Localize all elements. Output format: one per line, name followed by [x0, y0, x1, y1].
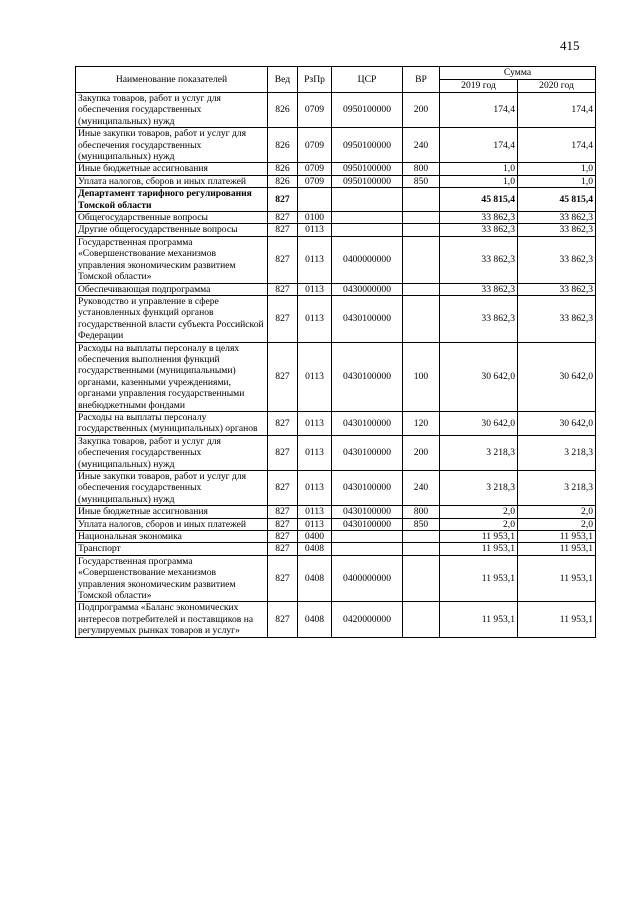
cell-ved: 827 [268, 471, 298, 506]
cell-rzpr: 0113 [298, 224, 332, 236]
cell-ved: 827 [268, 342, 298, 411]
cell-rzpr: 0408 [298, 602, 332, 637]
cell-vr: 200 [403, 435, 440, 470]
page-number: 415 [560, 38, 580, 53]
header-year-2020: 2020 год [518, 80, 596, 93]
cell-2019: 30 642,0 [440, 342, 518, 411]
cell-2020: 11 953,1 [518, 543, 596, 555]
cell-rzpr: 0408 [298, 543, 332, 555]
cell-csr: 0430100000 [332, 435, 403, 470]
cell-vr [403, 555, 440, 602]
cell-ved: 827 [268, 506, 298, 518]
cell-rzpr: 0400 [298, 531, 332, 543]
header-csr: ЦСР [332, 67, 403, 93]
cell-name: Другие общегосударственные вопросы [76, 224, 268, 236]
cell-rzpr: 0408 [298, 555, 332, 602]
cell-2019: 45 815,4 [440, 188, 518, 212]
cell-vr: 800 [403, 163, 440, 175]
cell-2020: 30 642,0 [518, 342, 596, 411]
cell-rzpr: 0709 [298, 175, 332, 187]
table-row [76, 543, 596, 555]
cell-vr: 120 [403, 411, 440, 435]
header-sum: Сумма [440, 67, 596, 80]
table-row [76, 188, 596, 212]
cell-csr: 0430100000 [332, 518, 403, 530]
cell-2020: 11 953,1 [518, 531, 596, 543]
cell-ved: 827 [268, 224, 298, 236]
cell-vr: 240 [403, 471, 440, 506]
cell-vr: 240 [403, 128, 440, 163]
cell-name: Уплата налогов, сборов и иных платежей [76, 518, 268, 530]
table-row [76, 435, 596, 470]
cell-rzpr: 0113 [298, 236, 332, 283]
cell-rzpr: 0100 [298, 212, 332, 224]
table-row [76, 283, 596, 295]
cell-name: Уплата налогов, сборов и иных платежей [76, 175, 268, 187]
cell-name: Подпрограмма «Баланс экономических интересов потребителей и поставщиков на регулируемых рынках товаров и услуг» [76, 602, 268, 637]
cell-vr [403, 188, 440, 212]
cell-ved: 827 [268, 283, 298, 295]
cell-ved: 827 [268, 602, 298, 637]
cell-csr: 0430100000 [332, 471, 403, 506]
cell-csr: 0430100000 [332, 295, 403, 342]
cell-2019: 3 218,3 [440, 435, 518, 470]
cell-vr: 200 [403, 93, 440, 128]
cell-vr [403, 212, 440, 224]
cell-csr: 0950100000 [332, 128, 403, 163]
header-name: Наименование показателей [76, 67, 268, 93]
cell-csr [332, 224, 403, 236]
cell-2020: 1,0 [518, 163, 596, 175]
cell-rzpr: 0113 [298, 471, 332, 506]
cell-name: Закупка товаров, работ и услуг для обеспечения государственных (муниципальных) нужд [76, 93, 268, 128]
cell-2020: 33 862,3 [518, 212, 596, 224]
cell-ved: 826 [268, 175, 298, 187]
cell-2020: 45 815,4 [518, 188, 596, 212]
table-row [76, 224, 596, 236]
cell-2019: 2,0 [440, 506, 518, 518]
header-row [76, 67, 596, 80]
cell-rzpr: 0113 [298, 506, 332, 518]
cell-name: Иные закупки товаров, работ и услуг для обеспечения государственных (муниципальных) нужд [76, 128, 268, 163]
cell-2020: 1,0 [518, 175, 596, 187]
cell-rzpr: 0709 [298, 93, 332, 128]
cell-vr [403, 224, 440, 236]
cell-name: Государственная программа «Совершенствование механизмов управления экономическим развитием Томской области» [76, 555, 268, 602]
cell-ved: 827 [268, 212, 298, 224]
cell-csr: 0430100000 [332, 411, 403, 435]
cell-vr: 800 [403, 506, 440, 518]
cell-vr [403, 531, 440, 543]
cell-csr [332, 212, 403, 224]
cell-vr [403, 295, 440, 342]
table-row [76, 212, 596, 224]
table-row [76, 531, 596, 543]
cell-2019: 3 218,3 [440, 471, 518, 506]
cell-2020: 33 862,3 [518, 295, 596, 342]
cell-rzpr: 0113 [298, 342, 332, 411]
cell-csr [332, 531, 403, 543]
cell-vr [403, 236, 440, 283]
cell-2019: 11 953,1 [440, 555, 518, 602]
cell-csr: 0430000000 [332, 283, 403, 295]
cell-ved: 827 [268, 188, 298, 212]
cell-rzpr: 0113 [298, 411, 332, 435]
cell-csr: 0950100000 [332, 163, 403, 175]
cell-name: Транспорт [76, 543, 268, 555]
header-year-2019: 2019 год [440, 80, 518, 93]
cell-2019: 2,0 [440, 518, 518, 530]
table-row [76, 518, 596, 530]
cell-2019: 11 953,1 [440, 531, 518, 543]
cell-2020: 2,0 [518, 506, 596, 518]
cell-2019: 11 953,1 [440, 543, 518, 555]
budget-table [75, 66, 596, 638]
cell-name: Иные бюджетные ассигнования [76, 506, 268, 518]
table-row [76, 175, 596, 187]
table-row [76, 555, 596, 602]
cell-vr [403, 602, 440, 637]
cell-name: Расходы на выплаты персоналу в целях обеспечения выполнения функций государственными (муниципальными) органами, казенными учреждениями, органами управления государственными внебюджетными фондами [76, 342, 268, 411]
cell-ved: 827 [268, 295, 298, 342]
cell-name: Закупка товаров, работ и услуг для обеспечения государственных (муниципальных) нужд [76, 435, 268, 470]
cell-2019: 33 862,3 [440, 295, 518, 342]
cell-rzpr: 0113 [298, 518, 332, 530]
cell-2019: 33 862,3 [440, 212, 518, 224]
cell-vr: 100 [403, 342, 440, 411]
table-row [76, 506, 596, 518]
table-row [76, 602, 596, 637]
header-ved: Вед [268, 67, 298, 93]
table-row [76, 236, 596, 283]
cell-2020: 11 953,1 [518, 555, 596, 602]
table-row [76, 163, 596, 175]
cell-2019: 11 953,1 [440, 602, 518, 637]
cell-csr: 0420000000 [332, 602, 403, 637]
cell-csr: 0430100000 [332, 342, 403, 411]
cell-ved: 827 [268, 543, 298, 555]
cell-name: Государственная программа «Совершенствование механизмов управления экономическим развитием Томской области» [76, 236, 268, 283]
cell-csr: 0950100000 [332, 175, 403, 187]
cell-ved: 826 [268, 93, 298, 128]
cell-ved: 827 [268, 236, 298, 283]
cell-vr [403, 543, 440, 555]
cell-csr: 0400000000 [332, 555, 403, 602]
cell-2019: 33 862,3 [440, 236, 518, 283]
cell-vr: 850 [403, 175, 440, 187]
cell-name: Обеспечивающая подпрограмма [76, 283, 268, 295]
cell-2020: 3 218,3 [518, 471, 596, 506]
cell-2020: 11 953,1 [518, 602, 596, 637]
cell-rzpr: 0709 [298, 163, 332, 175]
table-row [76, 342, 596, 411]
cell-2019: 174,4 [440, 128, 518, 163]
cell-ved: 827 [268, 518, 298, 530]
cell-csr [332, 543, 403, 555]
cell-2019: 1,0 [440, 163, 518, 175]
cell-csr: 0400000000 [332, 236, 403, 283]
cell-name: Общегосударственные вопросы [76, 212, 268, 224]
cell-ved: 826 [268, 163, 298, 175]
cell-ved: 827 [268, 411, 298, 435]
cell-2020: 33 862,3 [518, 224, 596, 236]
cell-ved: 826 [268, 128, 298, 163]
table-row [76, 295, 596, 342]
cell-rzpr: 0113 [298, 435, 332, 470]
cell-csr: 0430100000 [332, 506, 403, 518]
cell-name: Расходы на выплаты персоналу государственных (муниципальных) органов [76, 411, 268, 435]
cell-csr: 0950100000 [332, 93, 403, 128]
cell-2019: 33 862,3 [440, 224, 518, 236]
cell-2019: 33 862,3 [440, 283, 518, 295]
cell-2020: 33 862,3 [518, 283, 596, 295]
cell-2020: 33 862,3 [518, 236, 596, 283]
cell-rzpr: 0113 [298, 283, 332, 295]
cell-rzpr: 0709 [298, 128, 332, 163]
cell-2020: 30 642,0 [518, 411, 596, 435]
cell-ved: 827 [268, 531, 298, 543]
cell-rzpr [298, 188, 332, 212]
cell-name: Национальная экономика [76, 531, 268, 543]
cell-vr [403, 283, 440, 295]
cell-name: Иные закупки товаров, работ и услуг для обеспечения государственных (муниципальных) нужд [76, 471, 268, 506]
cell-2020: 174,4 [518, 93, 596, 128]
cell-name: Департамент тарифного регулирования Томской области [76, 188, 268, 212]
table-row [76, 411, 596, 435]
cell-2020: 3 218,3 [518, 435, 596, 470]
cell-csr [332, 188, 403, 212]
cell-name: Иные бюджетные ассигнования [76, 163, 268, 175]
header-rzpr: РзПр [298, 67, 332, 93]
cell-2019: 1,0 [440, 175, 518, 187]
cell-2019: 174,4 [440, 93, 518, 128]
cell-name: Руководство и управление в сфере установленных функций органов государственной власти субъекта Российской Федерации [76, 295, 268, 342]
table-row [76, 93, 596, 128]
cell-ved: 827 [268, 435, 298, 470]
header-vr: ВР [403, 67, 440, 93]
cell-vr: 850 [403, 518, 440, 530]
table-row [76, 471, 596, 506]
cell-2020: 174,4 [518, 128, 596, 163]
cell-rzpr: 0113 [298, 295, 332, 342]
cell-ved: 827 [268, 555, 298, 602]
table-row [76, 128, 596, 163]
cell-2019: 30 642,0 [440, 411, 518, 435]
cell-2020: 2,0 [518, 518, 596, 530]
table-body [76, 93, 596, 638]
